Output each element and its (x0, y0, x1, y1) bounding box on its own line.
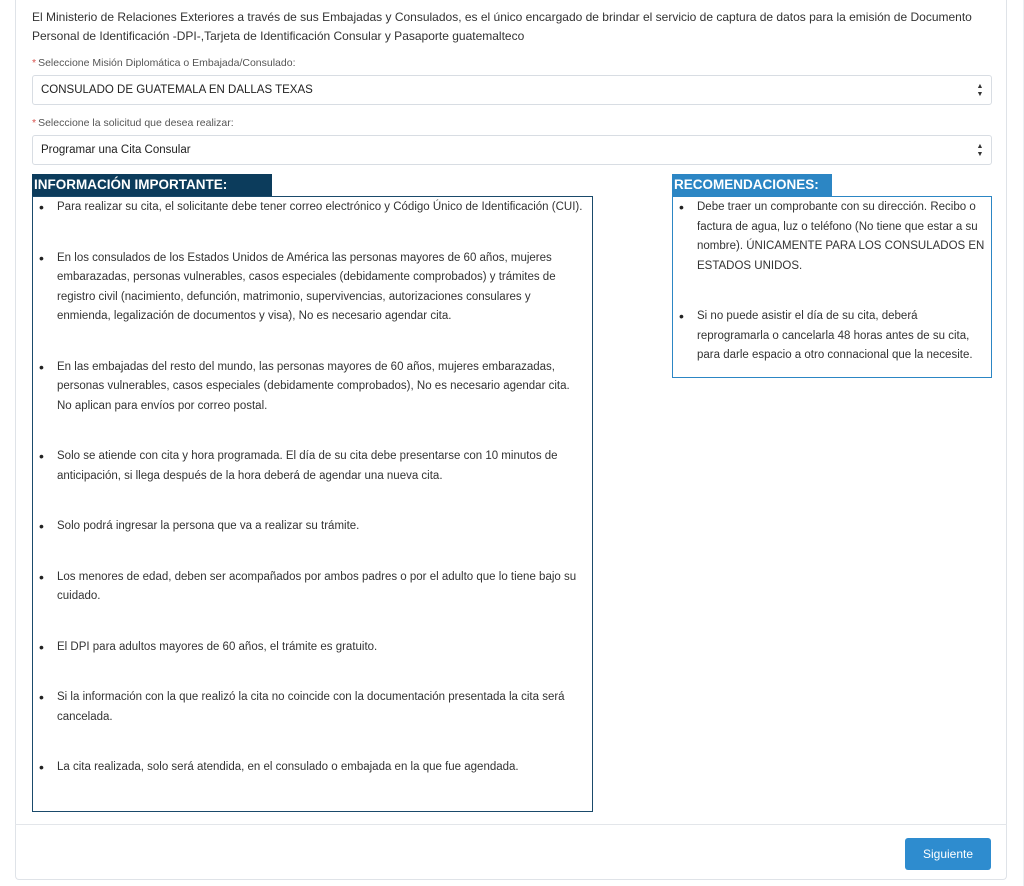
list-item: • Solo se atiende con cita y hora programada. El día de su cita debe presentarse con 10 minutos de anticipación, si llega después de la hora deberá de agendar una nueva cita. (57, 447, 587, 486)
list-item: • Para realizar su cita, el solicitante debe tener correo electrónico y Código Único de Identificación (CUI). (57, 198, 587, 218)
list-item: • Los menores de edad, deben ser acompañados por ambos padres o por el adulto que lo tiene bajo su cuidado. (57, 568, 587, 607)
list-item: • Debe traer un comprobante con su dirección. Recibo o factura de agua, luz o teléfono (No tiene que estar a su nombre). ÚNICAMENTE PARA LOS CONSULADOS EN ESTADOS UNIDOS. (697, 198, 992, 276)
request-select[interactable] (32, 135, 992, 165)
required-mark: * (32, 57, 37, 69)
request-select-value: Programar una Cita Consular (41, 144, 191, 156)
mission-select-value: CONSULADO DE GUATEMALA EN DALLAS TEXAS (41, 84, 313, 96)
mission-select[interactable] (32, 75, 992, 105)
footer-divider (15, 824, 1007, 825)
important-info-list (57, 198, 587, 809)
request-select-label (32, 117, 234, 129)
list-item: • El DPI para adultos mayores de 60 años, el trámite es gratuito. (57, 638, 587, 658)
select-arrows-icon: ▲ ▼ (976, 83, 984, 98)
required-mark: * (32, 117, 37, 129)
recommendations-list (697, 198, 992, 397)
mission-select-label (32, 57, 295, 69)
important-info-box (32, 196, 593, 812)
list-item: • Si la información con la que realizó la cita no coincide con la documentación presentada la cita será cancelada. (57, 688, 587, 727)
recommendations-title: RECOMENDACIONES: (672, 174, 832, 196)
mission-select-label-text: Seleccione Misión Diplomática o Embajada/Consulado: (38, 57, 296, 69)
recommendations-box (672, 196, 992, 378)
list-item: • La cita realizada, solo será atendida, en el consulado o embajada en la que fue agendada. (57, 758, 587, 778)
important-info-title: INFORMACIÓN IMPORTANTE: (32, 174, 272, 196)
intro-text: El Ministerio de Relaciones Exteriores a través de sus Embajadas y Consulados, es el único encargado de brindar el servicio de captura de datos para la emisión de Documento Personal de Identificación -DPI-,Tarjeta de Identificación Consular y Pasaporte guatemalteco (32, 10, 972, 43)
list-item: • Solo podrá ingresar la persona que va a realizar su trámite. (57, 517, 587, 537)
select-arrows-icon: ▲ ▼ (976, 143, 984, 158)
list-item: • En los consulados de los Estados Unidos de América las personas mayores de 60 años, mujeres embarazadas, personas vulnerables, casos especiales (debidamente comprobados) y trámites de registro civil (nacimiento, defunción, matrimonio, supervivencias, autorizaciones consulares y enmienda, legalización de documentos y visa), No es necesario agendar cita. (57, 249, 587, 327)
list-item: • Si no puede asistir el día de su cita, deberá reprogramarla o cancelarla 48 horas antes de su cita, para darle espacio a otro connacional que la necesite. (697, 307, 992, 366)
request-select-label-text: Seleccione la solicitud que desea realizar: (38, 117, 234, 129)
next-button[interactable]: Siguiente (905, 838, 991, 870)
list-item: • En las embajadas del resto del mundo, las personas mayores de 60 años, mujeres embarazadas, personas vulnerables, casos especiales (debidamente comprobados), No es necesario agendar cita. No aplican para envíos por correo postal. (57, 358, 587, 417)
